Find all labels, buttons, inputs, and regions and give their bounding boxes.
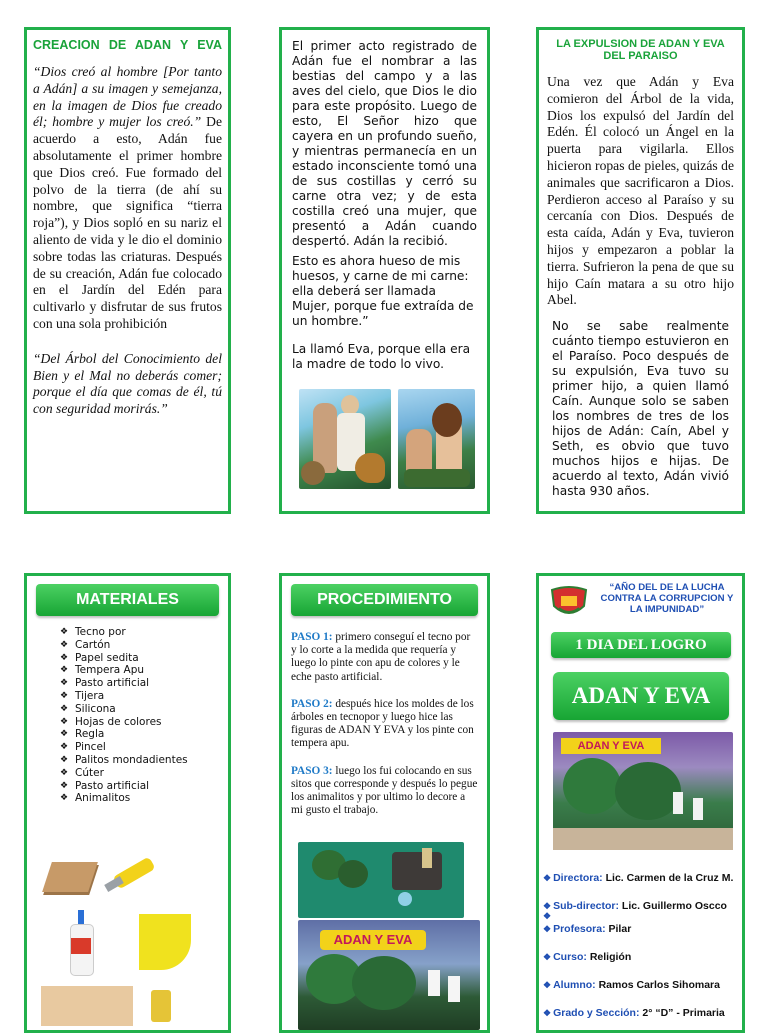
info-label: Grado y Sección: (553, 1007, 640, 1019)
step-text: primero conseguí el tecno por y lo corte a la medida que requería y luego lo pinte con apu de colores y le eche pasto artificial. (291, 631, 471, 683)
text-box-1 (292, 39, 477, 246)
list-item: ❖ Tijera (60, 690, 219, 703)
panel-title: LA EXPULSION DE ADAN Y EVA DEL PARAISO (556, 38, 725, 62)
panel-portada (536, 573, 745, 1033)
adam-eve-illustration (398, 389, 475, 489)
diamond-bullet-icon: ❖ (543, 911, 552, 921)
wood-board-image (41, 986, 133, 1026)
list-item: ❖ Regla (60, 728, 219, 741)
diamond-bullet-icon: ❖ (543, 980, 552, 990)
list-item: ❖ Cartón (60, 639, 219, 652)
process-photo-2 (298, 920, 480, 1030)
list-item: ❖ Papel sedita (60, 652, 219, 665)
day-button: 1 DIA DEL LOGRO (551, 632, 731, 658)
info-label: Curso: (553, 951, 587, 963)
school-crest-icon (549, 586, 589, 622)
cardboard-image (43, 858, 99, 898)
info-label: Profesora: (553, 923, 606, 935)
adam-animals-illustration (299, 389, 391, 489)
list-item: ❖ Palitos mondadientes (60, 754, 219, 767)
panel-procedimiento (279, 573, 490, 1033)
bullet-row (543, 912, 733, 921)
foam-sheet-image (137, 910, 195, 974)
list-item: ❖ Pasto artificial (60, 677, 219, 690)
info-label: Directora: (553, 872, 603, 884)
first-act-text: El primer acto registrado de Adán fue el nombrar a las bestias del campo y a las aves del cielo, que Dios le dio para este propósito. Luego de esto, El Señor hizo que cayera en un profundo sueño, y mientras permanecía en un estado inconsciente tomó una de sus costillas y cerró su carne otra vez; y de esta costilla creó una mujer, que presentó a Adán cuando despertó. Adán la recibió. (292, 39, 477, 248)
info-row (543, 900, 733, 912)
info-row (543, 979, 733, 991)
step-label: PASO 3: (291, 764, 333, 777)
info-value: Pilar (608, 923, 632, 935)
list-item: ❖ Cúter (60, 767, 219, 780)
list-item: ❖ Hojas de colores (60, 716, 219, 729)
step-3 (291, 765, 478, 818)
step-label: PASO 2: (291, 697, 333, 710)
procedimiento-header: PROCEDIMIENTO (291, 584, 478, 616)
creation-body: De acuerdo a esto, Adán fue absolutamente el primer hombre que Dios creó. Fue formado del polvo de la tierra (de ahí su nombre, que significa “tierra roja”), y Dios sopló en su nariz el aliento de vida y le dio el dominio sobre todas las criaturas. Después de su creación, Adán fue colocado en el Jardín del Edén para cultivarlo y disfrutar de sus frutos con una sola prohibición (33, 114, 223, 331)
step-label: PASO 1: (291, 631, 333, 643)
step-2 (291, 698, 478, 751)
diamond-bullet-icon: ❖ (543, 952, 552, 962)
diamond-bullet-icon: ❖ (543, 901, 552, 911)
list-item: ❖ Tempera Apu (60, 664, 219, 677)
descendants-text: No se sabe realmente cuánto tiempo estuvieron en el Paraíso. Poco después de su expulsión, Eva tuvo su primer hijo, a quien llamó Caín. Aunque solo se saben los nombres de tres de los hijos de Adán: Caín, Abel y Seth, es obvio que tuvo muchos hijos e hijas. De acuerdo al texto, Adán vivió hasta 930 años. (552, 319, 729, 499)
paint-jar-image (151, 990, 171, 1022)
info-row (543, 1007, 733, 1019)
info-row (543, 923, 733, 935)
adam-quote-text: Esto es ahora hueso de mis huesos, y carne de mi carne: ella deberá ser llamada Mujer, porque fue extraída de un hombre.” (292, 254, 474, 328)
diamond-bullet-icon: ❖ (543, 873, 552, 883)
panel-title: CREACION DE ADAN Y EVA (33, 38, 222, 52)
materiales-header: MATERIALES (36, 584, 219, 616)
text-box-3 (547, 319, 734, 499)
step-1 (291, 631, 478, 684)
list-item: ❖ Pasto artificial (60, 780, 219, 793)
text-box-2 (292, 254, 477, 378)
genesis-quote: “Dios creó al hombre [Por tanto a Adán] a su imagen y semejanza, en la imagen de Dios fue creado él; hombre y mujer los creó.” (33, 64, 222, 130)
steps-list (291, 631, 478, 817)
photo-caption: ADAN Y EVA (320, 930, 426, 950)
step-text: luego los fui colocando en sus sitos que corresponde y después lo pegue los animalitos y por ultimo lo decore a mi gusto el trabajo. (291, 764, 478, 817)
prohibition-quote-text: “Del Árbol del Conocimiento del Bien y el Mal no deberás comer; porque el día que comas de él, tú con seguridad morirás.” (33, 350, 222, 417)
info-label: Alumno: (553, 979, 596, 991)
diamond-bullet-icon: ❖ (543, 924, 552, 934)
project-photo (553, 732, 733, 850)
info-value: Ramos Carlos Sihomara (598, 979, 720, 991)
process-photo-1 (298, 842, 464, 918)
prohibition-quote (33, 351, 222, 418)
diamond-bullet-icon: ❖ (543, 1008, 552, 1018)
info-value: Lic. Carmen de la Cruz M. (605, 872, 734, 884)
panel-materiales (24, 573, 231, 1033)
year-motto: “AÑO DEL DE LA LUCHA CONTRA LA CORRUPCION Y LA IMPUNIDAD” (600, 582, 734, 615)
eva-name-text: La llamó Eva, porque ella era la madre de todo lo vivo. (292, 342, 471, 371)
info-row (543, 951, 733, 963)
cutter-image (103, 852, 163, 896)
glue-bottle-image (67, 910, 95, 976)
materials-list (60, 626, 219, 805)
info-label: Sub-director: (553, 900, 619, 912)
panel-primer-acto (279, 27, 490, 514)
credits-list (543, 872, 733, 1019)
photo-caption: ADAN Y EVA (561, 738, 661, 754)
list-item: ❖ Silicona (60, 703, 219, 716)
step-text: después hice los moldes de los árboles en tecnopor y luego hice las figuras de ADAN Y EVA y los pinte con tempera apu. (291, 697, 474, 750)
main-title: ADAN Y EVA (553, 672, 729, 720)
creation-paragraph (33, 64, 222, 333)
list-item: ❖ Tecno por (60, 626, 219, 639)
info-row (543, 872, 733, 884)
list-item: ❖ Pincel (60, 741, 219, 754)
expulsion-text: Una vez que Adán y Eva comieron del Árbol de la vida, Dios los expulsó del Jardín del Edén. Él colocó un Ángel en la puerta para vigilarla. Ellos hicieron ropas de pieles, quizás de animales que sacrificaron a Dios. Perdieron acceso al Paraíso y su cercanía con Dios. Después de esta caída, Adán y Eva, tuvieron hijos y empezaron a poblar la tierra. Sufrieron la pena de que su hijo Caín matara a su otro hijo Abel. (547, 74, 734, 308)
info-value: Lic. Guillermo Oscco (621, 900, 727, 912)
list-item: ❖ Animalitos (60, 792, 219, 805)
panel-creacion (24, 27, 231, 514)
info-value: 2° “D” - Primaria (642, 1007, 725, 1019)
info-value: Religión (589, 951, 632, 963)
panel-expulsion (536, 27, 745, 514)
